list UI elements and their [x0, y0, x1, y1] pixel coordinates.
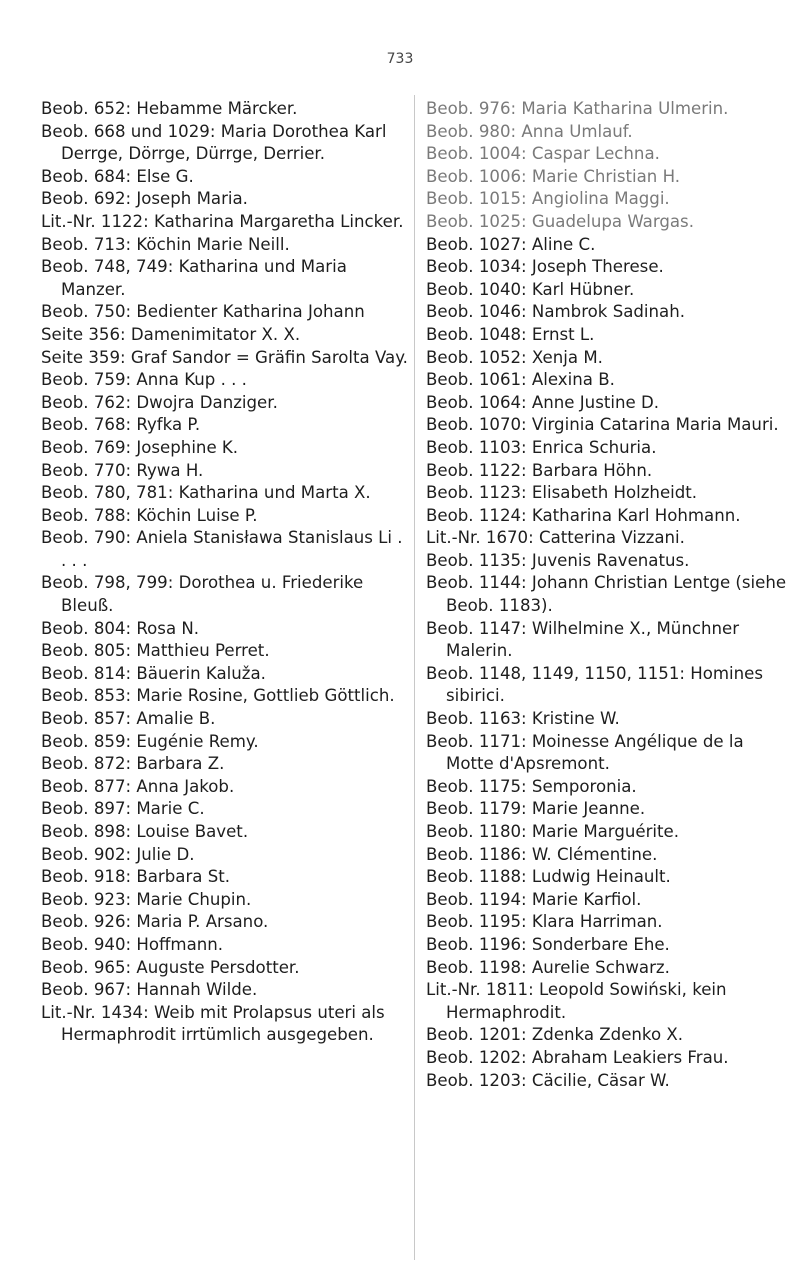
index-entry: Beob. 1040: Karl Hübner.: [426, 279, 635, 299]
index-entry: Beob. 853: Marie Rosine, Gottlieb Göttlich.: [41, 686, 395, 706]
index-entry: Beob. 1103: Enrica Schuria.: [426, 437, 657, 457]
index-entry: Beob. 940: Hoffmann.: [41, 934, 224, 954]
index-entry: Beob. 759: Anna Kup . . .: [41, 370, 247, 390]
index-entry: Beob. 1195: Klara Harriman.: [426, 912, 663, 932]
index-entry: Beob. 1201: Zdenka Zdenko X.: [426, 1025, 684, 1045]
index-entry: Seite 356: Damenimitator X. X.: [41, 324, 301, 344]
index-entry: Beob. 1061: Alexina B.: [426, 370, 615, 390]
index-entry: Beob. 1171: Moinesse Angélique de la Motte d'Apsremont.: [426, 731, 744, 774]
index-entry: Beob. 790: Aniela Stanisława Stanislaus Li . . . .: [41, 528, 403, 570]
index-entry: Beob. 859: Eugénie Remy.: [41, 731, 259, 751]
index-entry: Beob. 1179: Marie Jeanne.: [426, 799, 646, 819]
index-entry: Beob. 1194: Marie Karfiol.: [426, 889, 642, 909]
index-entry: Beob. 788: Köchin Luise P.: [41, 505, 258, 525]
index-entry: Beob. 1123: Elisabeth Holzheidt.: [426, 483, 698, 503]
index-entry: Lit.-Nr. 1811: Leopold Sowiński, kein Hermaphrodit.: [426, 980, 727, 1022]
index-entry: Beob. 1148, 1149, 1150, 1151: Homines sibirici.: [426, 663, 764, 706]
index-entry: Beob. 976: Maria Katharina Ulmerin.: [426, 99, 729, 118]
index-entry: Beob. 652: Hebamme Märcker.: [41, 99, 298, 118]
index-entry: Beob. 1144: Johann Christian Lentge (siehe Beob. 1183).: [426, 573, 787, 616]
index-entry: Beob. 1196: Sonderbare Ehe.: [426, 934, 670, 954]
index-entry: Beob. 1124: Katharina Karl Hohmann.: [426, 505, 741, 525]
index-entry: Beob. 798, 799: Dorothea u. Friederike Bleuß.: [41, 573, 364, 616]
index-entry: Beob. 1015: Angiolina Maggi.: [426, 189, 670, 209]
index-entry: Beob. 762: Dwojra Danziger.: [41, 392, 278, 412]
index-entry: Beob. 1004: Caspar Lechna.: [426, 144, 660, 164]
index-entry: Beob. 980: Anna Umlauf.: [426, 121, 633, 141]
index-entry: Beob. 768: Ryfka P.: [41, 415, 201, 435]
index-entry: Lit.-Nr. 1122: Katharina Margaretha Lincker.: [41, 211, 404, 231]
index-entry: Beob. 897: Marie C.: [41, 799, 205, 819]
index-entry: Beob. 1027: Aline C.: [426, 234, 596, 254]
index-entry: Beob. 923: Marie Chupin.: [41, 889, 252, 909]
index-entry: Beob. 918: Barbara St.: [41, 867, 231, 887]
index-entry: Beob. 877: Anna Jakob.: [41, 776, 235, 796]
index-entry: Beob. 1202: Abraham Leakiers Frau.: [426, 1047, 729, 1067]
index-entry: Beob. 965: Auguste Persdotter.: [41, 957, 300, 977]
index-entry: Beob. 713: Köchin Marie Neill.: [41, 234, 290, 254]
index-entry: Beob. 692: Joseph Maria.: [41, 189, 248, 209]
index-entry: Beob. 1163: Kristine W.: [426, 709, 620, 729]
index-entry: Beob. 872: Barbara Z.: [41, 754, 225, 774]
index-entry: Beob. 857: Amalie B.: [41, 709, 216, 729]
index-entry: Beob. 1070: Virginia Catarina Maria Mauri.: [426, 415, 779, 435]
index-entry: Beob. 1198: Aurelie Schwarz.: [426, 957, 670, 977]
index-entry: Beob. 926: Maria P. Arsano.: [41, 912, 269, 932]
index-entry: Beob. 1122: Barbara Höhn.: [426, 460, 653, 480]
index-entry: Beob. 748, 749: Katharina und Maria Manzer.: [41, 257, 347, 299]
index-entry: Beob. 1034: Joseph Therese.: [426, 257, 664, 277]
index-entry: Beob. 769: Josephine K.: [41, 437, 239, 457]
column-divider: [414, 95, 415, 1260]
index-entry: Beob. 1064: Anne Justine D.: [426, 392, 660, 412]
index-entry: Beob. 1175: Semporonia.: [426, 776, 637, 796]
index-entry: Beob. 1048: Ernst L.: [426, 324, 595, 344]
index-entry: Beob. 1046: Nambrok Sadinah.: [426, 302, 686, 322]
index-entry: Beob. 1188: Ludwig Heinault.: [426, 867, 671, 887]
index-entry: Beob. 1203: Cäcilie, Cäsar W.: [426, 1070, 670, 1090]
page-number: 733: [386, 51, 414, 67]
index-entry: Beob. 967: Hannah Wilde.: [41, 980, 258, 1000]
index-entry: Beob. 780, 781: Katharina und Marta X.: [41, 483, 371, 503]
index-entry: Beob. 1025: Guadelupa Wargas.: [426, 211, 694, 231]
index-entry: Lit.-Nr. 1670: Catterina Vizzani.: [426, 528, 685, 548]
index-entry: Beob. 668 und 1029: Maria Dorothea Karl Derrge, Dörrge, Dürrge, Derrier.: [41, 121, 387, 164]
index-entry: Seite 359: Graf Sandor = Gräfin Sarolta Vay.: [41, 347, 408, 367]
index-entry: Beob. 770: Rywa H.: [41, 460, 204, 480]
index-entry: Beob. 1006: Marie Christian H.: [426, 166, 681, 186]
left-column: [41, 98, 411, 1047]
index-entry: Beob. 684: Else G.: [41, 166, 194, 186]
index-entry: Lit.-Nr. 1434: Weib mit Prolapsus uteri als Hermaphrodit irrtümlich ausgegeben.: [41, 1002, 385, 1045]
index-entry: Beob. 902: Julie D.: [41, 844, 195, 864]
index-entry: Beob. 1147: Wilhelmine X., Münchner Malerin.: [426, 618, 740, 661]
index-entry: Beob. 898: Louise Bavet.: [41, 822, 249, 841]
index-entry: Beob. 805: Matthieu Perret.: [41, 641, 270, 661]
index-entry: Beob. 750: Bedienter Katharina Johann: [41, 302, 365, 322]
index-entry: Beob. 1135: Juvenis Ravenatus.: [426, 550, 690, 570]
index-entry: Beob. 814: Bäuerin Kaluža.: [41, 663, 266, 683]
index-entry: Beob. 804: Rosa N.: [41, 618, 200, 638]
index-entry: Beob. 1180: Marie Marguérite.: [426, 822, 680, 841]
right-column: [426, 98, 796, 1092]
index-entry: Beob. 1052: Xenja M.: [426, 347, 603, 367]
index-entry: Beob. 1186: W. Clémentine.: [426, 844, 658, 864]
